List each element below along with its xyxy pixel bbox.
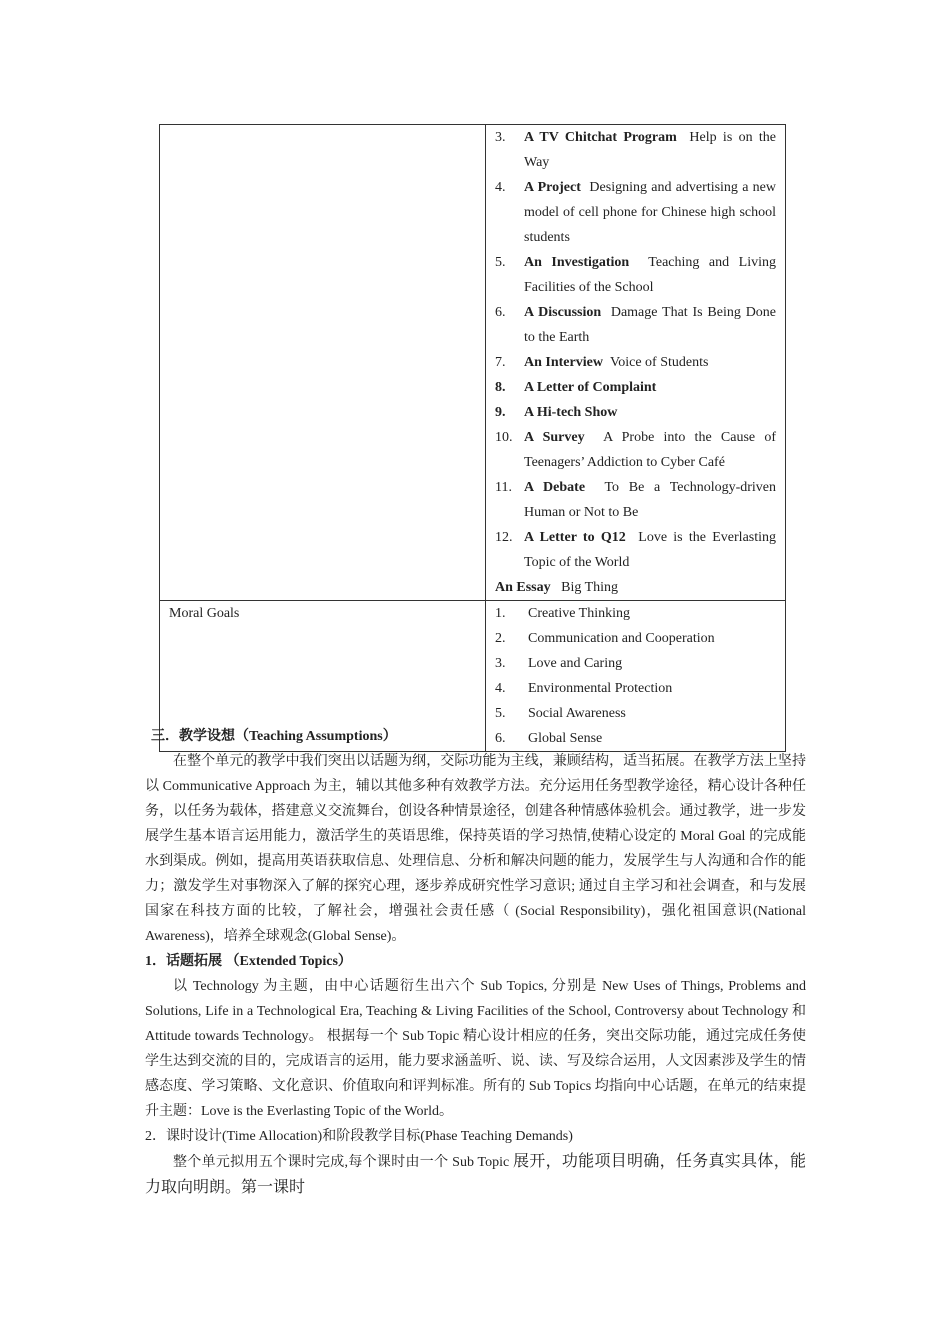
activity-item: [495, 350, 776, 375]
activity-desc: Designing and advertising a new model of cell phone for Chinese high school students: [524, 180, 777, 245]
moral-goal-number: 5.: [495, 706, 506, 721]
section1-paragraph: 以 Technology 为主题，由中心话题衍生出六个 Sub Topics, 分别是 New Uses of Things, Problems and Solutions, Life in a Technological Era, Teaching & Living Facilities of the School, Controversy about Technology 和 Attitude towards Technology。 根据每一个 Sub Topic 精心设计相应的任务，突出交际功能，通过完成任务使学生达到交流的目的，完成语言的运用，能力要求涵盖听、说、读、写及综合运用，人文因素涉及学生的情感态度、学习策略、文化意识、价值取向和评判标准。所有的 Sub Topics 均指向中心话题，在单元的结束提升主题：Love is the Everlasting Topic of the World。: [145, 979, 806, 1119]
table-row-activities: [160, 125, 786, 601]
activity-desc: Damage That Is Being Done to the Earth: [524, 305, 777, 345]
activity-text: [524, 250, 776, 300]
moral-goals-label: Moral Goals: [169, 606, 240, 621]
activity-title: A TV Chitchat Program: [524, 130, 677, 145]
activity-number: 8.: [495, 380, 506, 395]
section2-para-start: 整个单元拟用五个课时完成,每个课时由一个 Sub Topic: [173, 1155, 513, 1170]
activity-text: [524, 475, 776, 525]
activity-item: [495, 250, 776, 300]
moral-goal-item: [495, 701, 776, 726]
unit-plan-table: [159, 124, 786, 752]
moral-goal-item: [495, 651, 776, 676]
activity-number: 3.: [495, 130, 506, 145]
section1-heading: 1．话题拓展 （Extended Topics）: [145, 954, 352, 969]
moral-goal-text: Social Awareness: [528, 706, 626, 721]
moral-goal-text: Love and Caring: [528, 656, 623, 671]
section2-para-big: 展开，功能项目明确，任务真实具体，能力取向明朗。第一课时: [145, 1153, 806, 1196]
activity-title: An Investigation: [524, 255, 630, 270]
activity-title: A Debate: [524, 480, 586, 495]
activity-desc: To Be a Technology-driven Human or Not to Be: [524, 480, 777, 520]
activity-text: [524, 300, 776, 350]
activity-item: [495, 125, 776, 175]
moral-goal-text: Communication and Cooperation: [528, 631, 715, 646]
essay-item: [495, 575, 776, 600]
activity-text: [524, 375, 776, 400]
moral-goal-number: 3.: [495, 656, 506, 671]
moral-goal-number: 4.: [495, 681, 506, 696]
section2-paragraph: [145, 1149, 806, 1201]
body-text: [145, 724, 806, 1201]
moral-goal-number: 1.: [495, 606, 506, 621]
moral-goal-text: Creative Thinking: [528, 606, 630, 621]
activity-item: [495, 475, 776, 525]
activity-item: [495, 175, 776, 250]
activity-text: [524, 400, 776, 425]
activity-text: [524, 525, 776, 575]
activity-number: 10.: [495, 430, 513, 445]
activity-number: 5.: [495, 255, 506, 270]
activity-item: [495, 425, 776, 475]
essay-desc: Big Thing: [561, 580, 619, 595]
empty-label-cell: [160, 125, 486, 601]
activity-desc: Love is the Everlasting Topic of the World: [524, 530, 777, 570]
activity-number: 12.: [495, 530, 513, 545]
activity-title: A Letter of Complaint: [524, 380, 657, 395]
activity-title: A Discussion: [524, 305, 602, 320]
activity-desc: Help is on the Way: [524, 130, 777, 170]
activity-desc: Teaching and Living Facilities of the School: [524, 255, 776, 295]
activity-item: [495, 525, 776, 575]
section3-heading: 三．教学设想（Teaching Assumptions）: [151, 729, 397, 744]
activity-title: A Project: [524, 180, 581, 195]
activity-item: [495, 400, 776, 425]
activities-cell: [486, 125, 786, 601]
activity-number: 11.: [495, 480, 512, 495]
activity-title: A Survey: [524, 430, 585, 445]
activity-text: [524, 175, 776, 250]
activity-text: [524, 350, 776, 375]
moral-goal-text: Environmental Protection: [528, 681, 673, 696]
activities-list: [495, 125, 776, 575]
moral-goal-number: 6.: [495, 731, 506, 746]
activity-number: 6.: [495, 305, 506, 320]
activity-text: [524, 125, 776, 175]
section2-heading: 2．课时设计(Time Allocation)和阶段教学目标(Phase Teaching Demands): [145, 1129, 573, 1144]
activity-title: An Interview: [524, 355, 603, 370]
activity-title: A Hi-tech Show: [524, 405, 618, 420]
activity-text: [524, 425, 776, 475]
moral-goal-text: Global Sense: [528, 731, 603, 746]
activity-desc: Voice of Students: [609, 355, 709, 370]
moral-goal-item: [495, 626, 776, 651]
activity-title: A Letter to Q12: [524, 530, 626, 545]
activity-number: 9.: [495, 405, 506, 420]
activity-item: [495, 375, 776, 400]
activity-number: 7.: [495, 355, 506, 370]
activity-item: [495, 300, 776, 350]
section3-paragraph: 在整个单元的教学中我们突出以话题为纲，交际功能为主线，兼顾结构，适当拓展。在教学方法上坚持以 Communicative Approach 为主，辅以其他多种有效教学方法。充分运用任务型教学途径，精心设计各种任务，以任务为载体，搭建意义交流舞台，创设各种情景途径，创建各种情感体验机会。通过教学，进一步发展学生基本语言运用能力，激活学生的英语思维，保持英语的学习热情,使精心设定的 Moral Goal 的完成能水到渠成。例如，提高用英语获取信息、处理信息、分析和解决问题的能力，发展学生与人沟通和合作的能力；激发学生对事物深入了解的探究心理，逐步养成研究性学习意识; 通过自主学习和社会调查，和与发展国家在科技方面的比较，了解社会，增强社会责任感（ (Social Responsibility)，强化祖国意识(National Awareness)，培养全球观念(Global Sense)。: [145, 754, 806, 944]
moral-goal-item: [495, 676, 776, 701]
moral-goal-number: 2.: [495, 631, 506, 646]
activity-desc: A Probe into the Cause of Teenagers’ Addiction to Cyber Café: [524, 430, 777, 470]
activity-number: 4.: [495, 180, 506, 195]
moral-goal-item: [495, 601, 776, 626]
essay-title: An Essay: [495, 580, 551, 595]
